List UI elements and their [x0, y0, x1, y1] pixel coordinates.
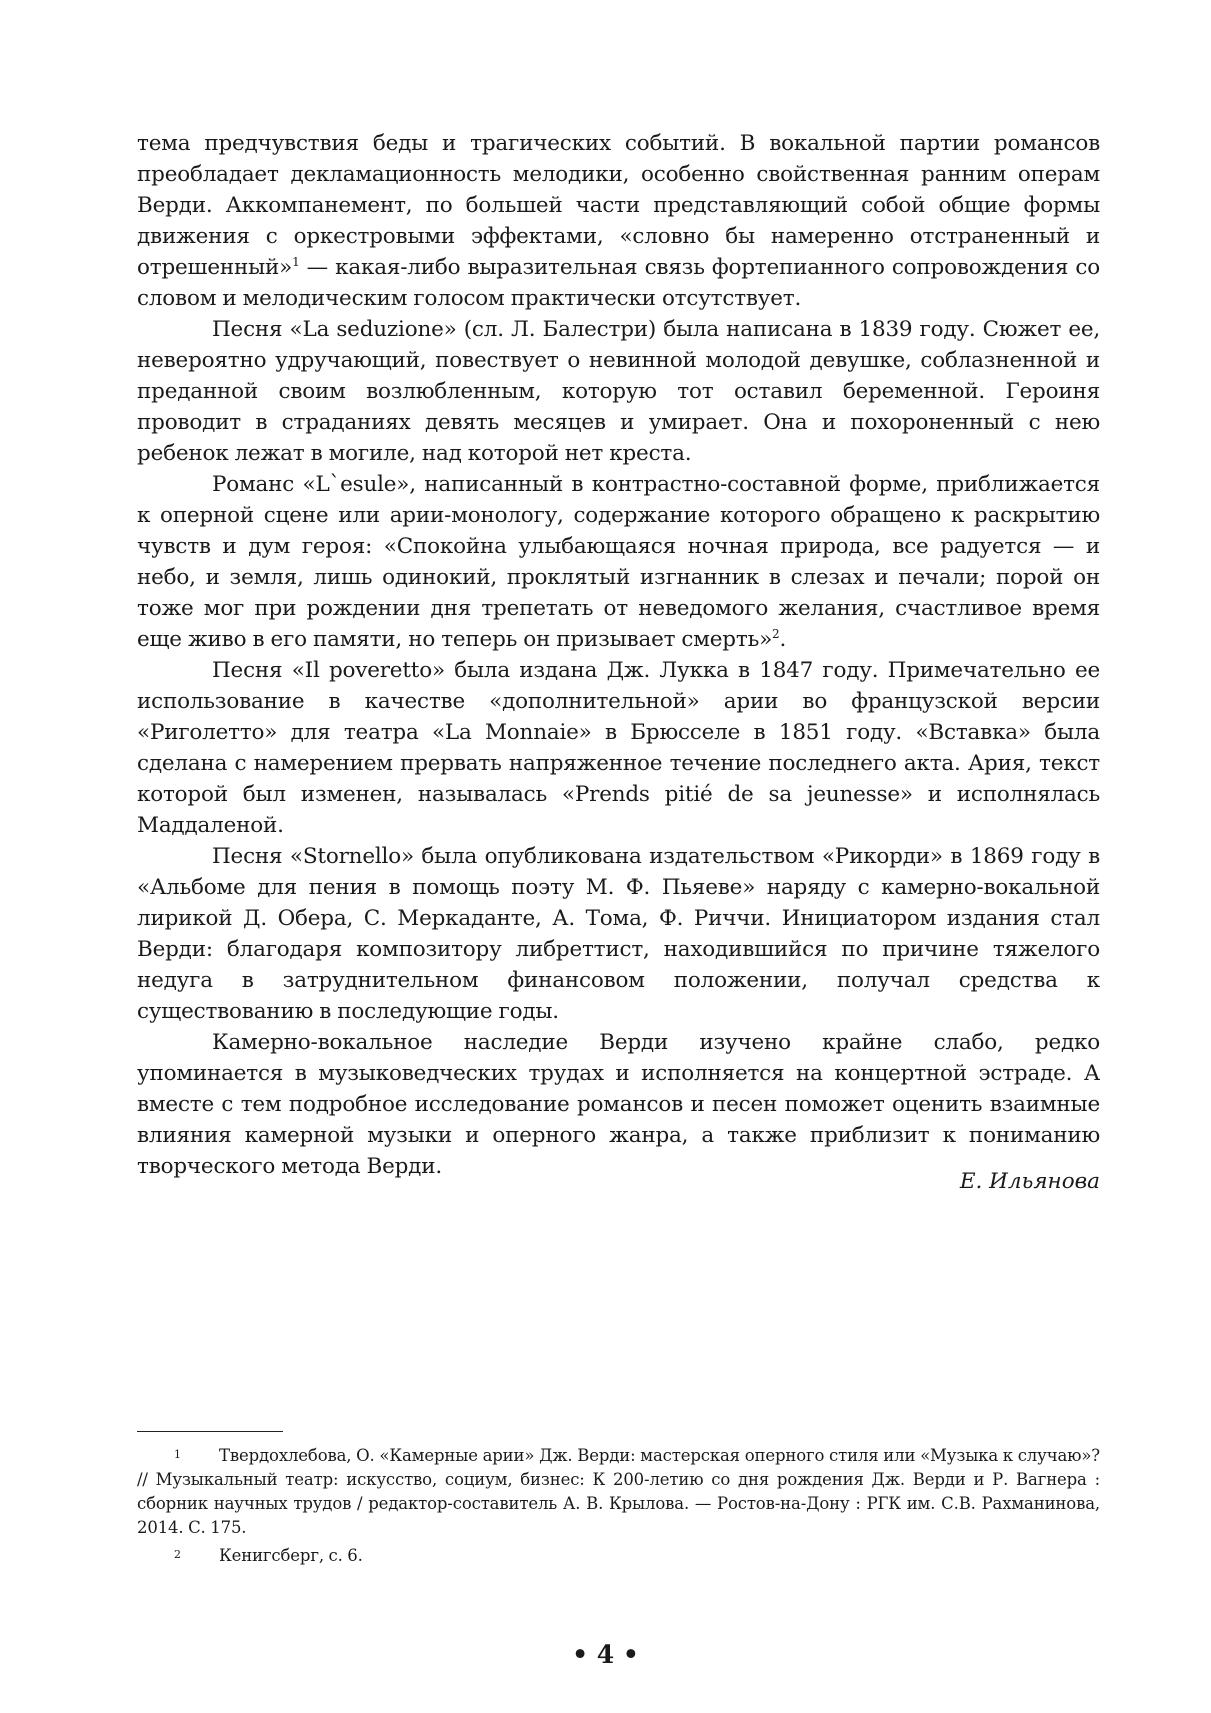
author-signature: Е. Ильянова [959, 1169, 1100, 1194]
text-run: Песня «La seduzione» (сл. Л. Балестри) была написана в 1839 году. Сюжет ее, невероятно удручающий, повествует о невинной молодой девушке, соблазненной и преданной своим возлюбленным, которую тот оставил беременной. Героиня проводит в страданиях девять месяцев и умирает. Она и похороненный с нею ребенок лежат в могиле, над которой нет креста. [137, 317, 1100, 466]
paragraph-4 [137, 655, 1100, 841]
paragraph-1 [137, 128, 1100, 314]
body-text [137, 128, 1100, 1182]
paragraph-6 [137, 1027, 1100, 1182]
text-run: — какая-либо выразительная связь фортепианного сопровождения со словом и мелодическим голосом практически отсутствует. [137, 255, 1100, 311]
paragraph-3 [137, 469, 1100, 655]
text-run: Романс «L`esule», написанный в контрастно-составной форме, приближается к оперной сцене или арии-монологу, содержание которого обращено к раскрытию чувств и дум героя: «Спокойна улыбающаяся ночная природа, все радуется — и небо, и земля, лишь одинокий, проклятый изгнанник в слезах и печали; порой он тоже мог при рождении дня трепетать от неведомого желания, счастливое время еще живо в его памяти, но теперь он призывает смерть» [137, 472, 1100, 652]
footnote-ref-1[interactable]: 1 [292, 254, 300, 269]
page-number: • 4 • [572, 1640, 639, 1669]
footnote-divider [137, 1431, 283, 1432]
footnote-mark: 2 [174, 1548, 181, 1561]
footnotes [137, 1443, 1100, 1571]
text-run: . [779, 627, 787, 652]
footnote-text: Твердохлебова, О. «Камерные арии» Дж. Верди: мастерская оперного стиля или «Музыка к случаю»? // Музыкальный театр: искусство, социум, бизнес: К 200-летию со дня рождения Дж. Верди и Р. Вагнера : сборник научных трудов / редактор-составитель А. В. Крылова. — Ростов-на-Дону : РГК им. С.В. Рахманинова, 2014. С. 175. [137, 1446, 1100, 1537]
paragraph-5 [137, 841, 1100, 1027]
paragraph-2 [137, 314, 1100, 469]
footnote-text: Кенигсберг, с. 6. [219, 1546, 363, 1565]
text-run: Песня «Il poveretto» была издана Дж. Лукка в 1847 году. Примечательно ее использование в качестве «дополнительной» арии во французской версии «Риголетто» для театра «La Monnaie» в Брюсселе в 1851 году. «Вставка» была сделана с намерением прервать напряженное течение последнего акта. Ария, текст которой был изменен, называлась «Prends pitié de sa jeunesse» и исполнялась Маддаленой. [137, 658, 1100, 838]
footnote-mark: 1 [174, 1448, 181, 1461]
text-run: Песня «Stornello» была опубликована издательством «Рикорди» в 1869 году в «Альбоме для пения в помощь поэту М. Ф. Пьяеве» наряду с камерно-вокальной лирикой Д. Обера, С. Меркаданте, А. Тома, Ф. Риччи. Инициатором издания стал Верди: благодаря композитору либреттист, находившийся по причине тяжелого недуга в затруднительном финансовом положении, получал средства к существованию в последующие годы. [137, 844, 1100, 1024]
text-run: Камерно-вокальное наследие Верди изучено крайне слабо, редко упоминается в музыковедческих трудах и исполняется на концертной эстраде. А вместе с тем подробное исследование романсов и песен поможет оценить взаимные влияния камерной музыки и оперного жанра, а также приблизит к пониманию творческого метода Верди. [137, 1030, 1100, 1179]
text-run: тема предчувствия беды и трагических событий. В вокальной партии романсов преобладает декламационность мелодики, особенно свойственная ранним операм Верди. Аккомпанемент, по большей части представляющий собой общие формы движения с оркестровыми эффектами, «словно бы намеренно отстраненный и отрешенный» [137, 131, 1100, 280]
footnote-ref-2[interactable]: 2 [772, 626, 780, 641]
footnote-1 [137, 1443, 1100, 1540]
footnote-2 [137, 1543, 1100, 1568]
